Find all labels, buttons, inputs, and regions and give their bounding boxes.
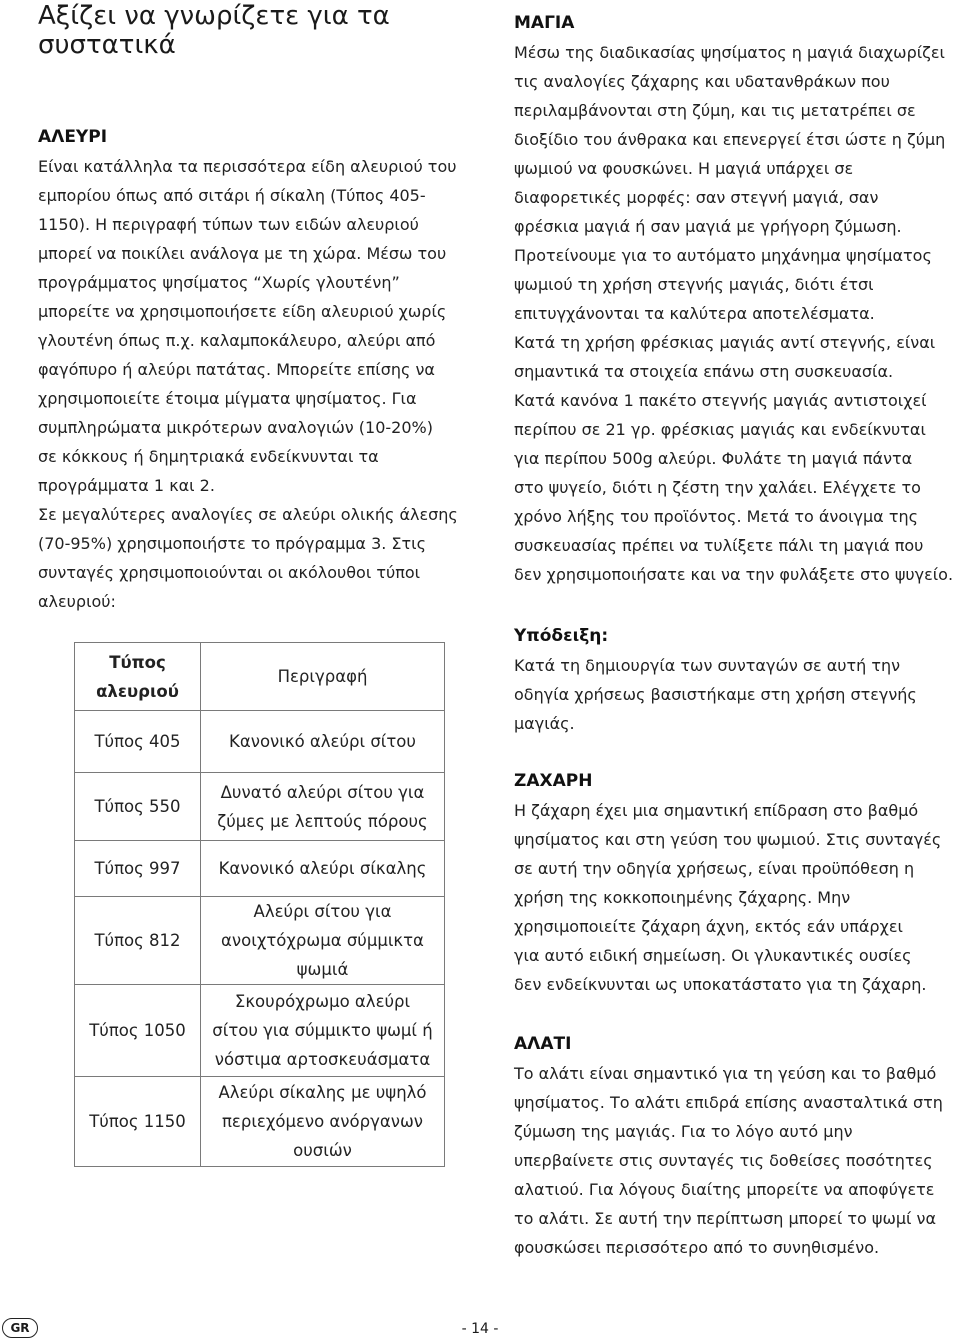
yeast-text-line: τις αναλογίες ζάχαρης και υδατανθράκων που (514, 72, 890, 91)
salt-heading: ΑΛΑΤΙ (514, 1034, 572, 1054)
flour-type-cell: Τύπος 550 (75, 773, 201, 841)
yeast-text-line: Μέσω της διαδικασίας ψησίματος η μαγιά διαχωρίζει (514, 43, 945, 62)
table-row (75, 985, 445, 1077)
description-line: ζύμες με λεπτούς πόρους (217, 811, 428, 831)
description-line: Αλεύρι σίτου για (253, 902, 392, 921)
flour-text-line: (70-95%) χρησιμοποιήστε το πρόγραμμα 3. Στις (38, 534, 426, 553)
salt-text-line: φουσκώσει περισσότερο από το συνηθισμένο. (514, 1238, 880, 1257)
flour-text-line: συνταγές χρησιμοποιούνται οι ακόλουθοι τύποι (38, 563, 421, 582)
flour-description-cell (201, 773, 445, 841)
sugar-text-line: Η ζάχαρη έχει μια σημαντική επίδραση στο βαθμό (514, 801, 919, 820)
flour-text-line: φαγόπυρο ή αλεύρι πατάτας. Μπορείτε επίσης να (38, 360, 435, 379)
yeast-text (514, 38, 954, 589)
table-row (75, 897, 445, 985)
salt-text-line: ζύμωση της μαγιάς. Για το λόγο αυτό μην (514, 1122, 853, 1141)
yeast-text-line: επιτυγχάνονται τα καλύτερα αποτελέσματα. (514, 304, 875, 323)
description-line: Αλεύρι σίκαλης με υψηλό (218, 1083, 427, 1102)
sugar-heading: ΖΑΧΑΡΗ (514, 771, 593, 791)
flour-text-line: προγράμματος ψησίματος “Χωρίς γλουτένη” (38, 273, 400, 292)
yeast-heading: ΜΑΓΙΑ (514, 13, 575, 33)
sugar-text (514, 796, 944, 999)
table-row (75, 773, 445, 841)
flour-text-line: 1150). Η περιγραφή τύπων των ειδών αλευριού (38, 215, 419, 234)
table-row (75, 1077, 445, 1167)
hint-text-line: Κατά τη δημιουργία των συνταγών σε αυτή την (514, 656, 901, 675)
description-line: Σκουρόχρωμο αλεύρι (234, 992, 411, 1011)
sugar-text-line: χρήση της κοκκοποιημένης ζάχαρης. Μην (514, 888, 851, 907)
sugar-text-line: σε αυτή την οδηγία χρήσεως, είναι προϋπόθεση η (514, 859, 915, 878)
hint-text (514, 651, 944, 738)
sugar-text-line: για αυτό ειδική σημείωση. Οι γλυκαντικές ουσίες (514, 946, 912, 965)
description-line: Κανονικό αλεύρι σίκαλης (218, 859, 427, 878)
flour-text-line: εμπορίου όπως από σιτάρι ή σίκαλη (Τύπος 405- (38, 186, 426, 205)
flour-text-line: Είναι κατάλληλα τα περισσότερα είδη αλευριού του (38, 157, 457, 176)
sugar-text-line: χρησιμοποιείτε ζάχαρη άχνη, εκτός εάν υπάρχει (514, 917, 903, 936)
header-flour-type: Τύπος αλευριού (75, 643, 201, 711)
flour-type-cell: Τύπος 997 (75, 841, 201, 897)
yeast-text-line: δεν χρησιμοποιήσατε και να την φυλάξετε στο ψυγείο. (514, 565, 954, 584)
yeast-text-line: σημαντικά τα στοιχεία επάνω στη συσκευασία. (514, 362, 894, 381)
flour-text-line: σε κόκκους ή δημητριακά ενδείκνυνται τα (38, 447, 379, 466)
yeast-text-line: φρέσκια μαγιά ή σαν μαγιά με γρήγορη ζύμωση. (514, 217, 902, 236)
yeast-text-line: Κατά τη χρήση φρέσκιας μαγιάς αντί στεγνής, είναι (514, 333, 936, 352)
salt-text-line: ψησίματος. Το αλάτι επιδρά επίσης ανασταλτικά στη (514, 1093, 943, 1112)
yeast-text-line: διοξίδιο του άνθρακα και επενεργεί έτσι ώστε η ζύμη (514, 130, 946, 149)
table-row (75, 841, 445, 897)
yeast-text-line: Κατά κανόνα 1 πακέτο στεγνής μαγιάς αντιστοιχεί (514, 391, 927, 410)
salt-text-line: Το αλάτι είναι σημαντικό για τη γεύση και το βαθμό (514, 1064, 937, 1083)
yeast-text-line: περίπου σε 21 γρ. φρέσκιας μαγιάς και ενδείκνυται (514, 420, 926, 439)
hint-text-line: μαγιάς. (514, 714, 575, 733)
description-line: Δυνατό αλεύρι σίτου για (220, 782, 425, 802)
flour-description-cell (201, 711, 445, 773)
country-badge: GR (2, 1318, 38, 1338)
flour-text-line: μπορείτε να χρησιμοποιήσετε είδη αλευριού χωρίς (38, 302, 447, 321)
yeast-text-line: περιλαμβάνονται στη ζύμη, και τις μετατρέπει σε (514, 101, 916, 120)
flour-description-cell (201, 841, 445, 897)
flour-type-cell: Τύπος 1050 (75, 985, 201, 1077)
description-line: ανοιχτόχρωμα σύμμικτα (221, 931, 424, 950)
flour-type-cell: Τύπος 812 (75, 897, 201, 985)
salt-text-line: αλατιού. Για λόγους διαίτης μπορείτε να αποφύγετε (514, 1180, 935, 1199)
flour-text-line: γλουτένη όπως π.χ. καλαμποκάλευρο, αλεύρι από (38, 331, 436, 350)
description-line: ψωμιά (296, 960, 349, 979)
flour-heading: ΑΛΕΥΡΙ (38, 127, 108, 147)
hint-heading: Υπόδειξη: (514, 626, 609, 646)
description-line: περιεχόμενο ανόργανων (222, 1112, 423, 1131)
yeast-text-line: για περίπου 500g αλεύρι. Φυλάτε τη μαγιά πάντα (514, 449, 913, 468)
flour-text-line: μπορεί να ποικίλει ανάλογα με τη χώρα. Μέσω του (38, 244, 447, 263)
description-line: νόστιμα αρτοσκευάσματα (214, 1050, 431, 1069)
salt-text (514, 1059, 944, 1262)
yeast-text-line: Προτείνουμε για το αυτόματο μηχάνημα ψησίματος (514, 246, 932, 265)
flour-text-line: Σε μεγαλύτερες αναλογίες σε αλεύρι ολικής άλεσης (38, 505, 458, 524)
flour-description-cell (201, 985, 445, 1077)
table-header-row (75, 643, 445, 711)
flour-type-cell: Τύπος 1150 (75, 1077, 201, 1167)
salt-text-line: υπερβαίνετε στις συνταγές τις δοθείσες ποσότητες (514, 1151, 933, 1170)
yeast-text-line: ψωμιού τη χρήση στεγνής μαγιάς, διότι έτσι (514, 275, 874, 294)
sugar-text-line: ψησίματος και στη γεύση του ψωμιού. Στις συνταγές (514, 830, 942, 849)
flour-types-table (74, 642, 445, 1167)
flour-text-line: αλευριού: (38, 592, 116, 611)
flour-description-cell (201, 1077, 445, 1167)
yeast-text-line: διαφορετικές μορφές: σαν στεγνή μαγιά, σαν (514, 188, 879, 207)
flour-text (38, 152, 478, 616)
flour-text-line: χρησιμοποιείτε έτοιμα μίγματα ψησίματος. Για (38, 389, 417, 408)
hint-text-line: οδηγία χρήσεως βασιστήκαμε στη χρήση στεγνής (514, 685, 917, 704)
description-line: ουσιών (293, 1141, 352, 1160)
table-row (75, 711, 445, 773)
flour-description-cell (201, 897, 445, 985)
flour-text-line: προγράμματα 1 και 2. (38, 476, 215, 495)
yeast-text-line: ψωμιού να φουσκώνει. Η μαγιά υπάρχει σε (514, 159, 854, 178)
salt-text-line: το αλάτι. Σε αυτή την περίπτωση μπορεί το ψωμί να (514, 1209, 937, 1228)
header-description: Περιγραφή (201, 643, 445, 711)
yeast-text-line: χρόνο λήξης του προϊόντος. Μετά το άνοιγμα της (514, 507, 918, 526)
description-line: σίτου για σύμμικτο ψωμί ή (212, 1021, 433, 1040)
flour-type-cell: Τύπος 405 (75, 711, 201, 773)
page-number: - 14 - (461, 1321, 499, 1337)
description-line: Κανονικό αλεύρι σίτου (229, 732, 416, 751)
sugar-text-line: δεν ενδείκνυνται ως υποκατάστατο για τη ζάχαρη. (514, 975, 927, 994)
flour-text-line: συμπληρώματα μικρότερων αναλογιών (10-20%) (38, 418, 433, 437)
yeast-text-line: στο ψυγείο, διότι η ζέστη την χαλάει. Ελέγχετε το (514, 478, 921, 497)
page-title: Αξίζει να γνωρίζετε για τα συστατικά (38, 1, 390, 60)
yeast-text-line: συσκευασίας πρέπει να τυλίξετε πάλι τη μαγιά που (514, 536, 924, 555)
